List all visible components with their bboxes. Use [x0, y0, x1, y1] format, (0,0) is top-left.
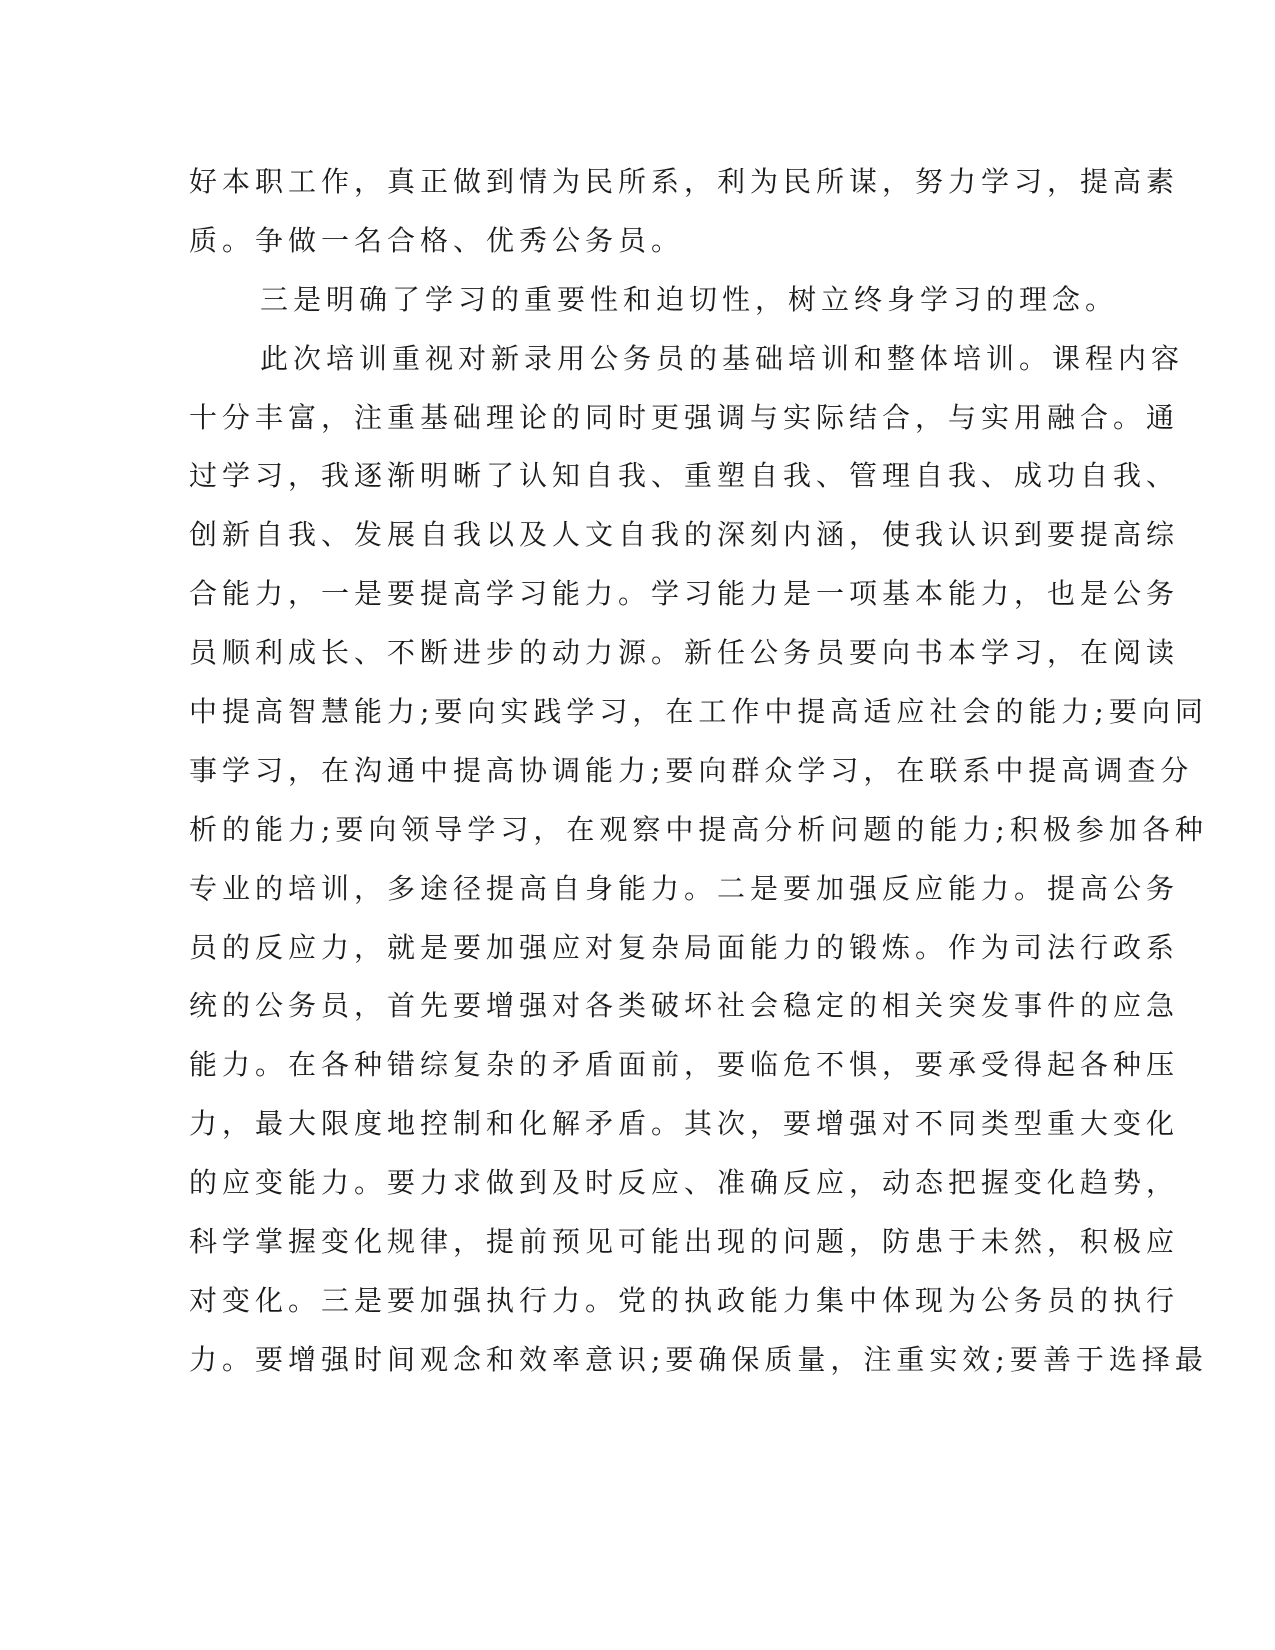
text-line: 创新自我、发展自我以及人文自我的深刻内涵，使我认识到要提高综	[189, 518, 1180, 552]
text-line: 专业的培训，多途径提高自身能力。二是要加强反应能力。提高公务	[189, 871, 1180, 905]
text-line: 统的公务员，首先要增强对各类破坏社会稳定的相关突发事件的应急	[189, 989, 1180, 1023]
text-line: 十分丰富，注重基础理论的同时更强调与实际结合，与实用融合。通	[189, 400, 1180, 434]
text-line: 能力。在各种错综复杂的矛盾面前，要临危不惧，要承受得起各种压	[189, 1048, 1180, 1082]
text-line: 力。要增强时间观念和效率意识;要确保质量，注重实效;要善于选择最	[189, 1342, 1208, 1376]
text-line: 的应变能力。要力求做到及时反应、准确反应，动态把握变化趋势，	[189, 1166, 1180, 1200]
text-line: 科学掌握变化规律，提前预见可能出现的问题，防患于未然，积极应	[189, 1225, 1180, 1259]
text-line: 事学习，在沟通中提高协调能力;要向群众学习，在联系中提高调查分	[189, 753, 1194, 787]
document-body	[189, 162, 1208, 1399]
text-line: 质。争做一名合格、优秀公务员。	[189, 223, 685, 257]
text-line: 析的能力;要向领导学习，在观察中提高分析问题的能力;积极参加各种	[189, 812, 1208, 846]
text-line: 力，最大限度地控制和化解矛盾。其次，要增强对不同类型重大变化	[189, 1107, 1180, 1141]
text-line: 此次培训重视对新录用公务员的基础培训和整体培训。课程内容	[260, 341, 1185, 375]
text-line: 中提高智慧能力;要向实践学习，在工作中提高适应社会的能力;要向同	[189, 695, 1208, 729]
text-line: 员顺利成长、不断进步的动力源。新任公务员要向书本学习，在阅读	[189, 636, 1180, 670]
text-line: 好本职工作，真正做到情为民所系，利为民所谋，努力学习，提高素	[189, 165, 1180, 198]
text-line: 过学习，我逐渐明晰了认知自我、重塑自我、管理自我、成功自我、	[189, 459, 1180, 493]
text-line: 对变化。三是要加强执行力。党的执政能力集中体现为公务员的执行	[189, 1283, 1180, 1317]
text-line: 三是明确了学习的重要性和迫切性，树立终身学习的理念。	[260, 282, 1119, 316]
text-line: 员的反应力，就是要加强应对复杂局面能力的锻炼。作为司法行政系	[189, 930, 1180, 964]
text-line: 合能力，一是要提高学习能力。学习能力是一项基本能力，也是公务	[189, 577, 1180, 611]
